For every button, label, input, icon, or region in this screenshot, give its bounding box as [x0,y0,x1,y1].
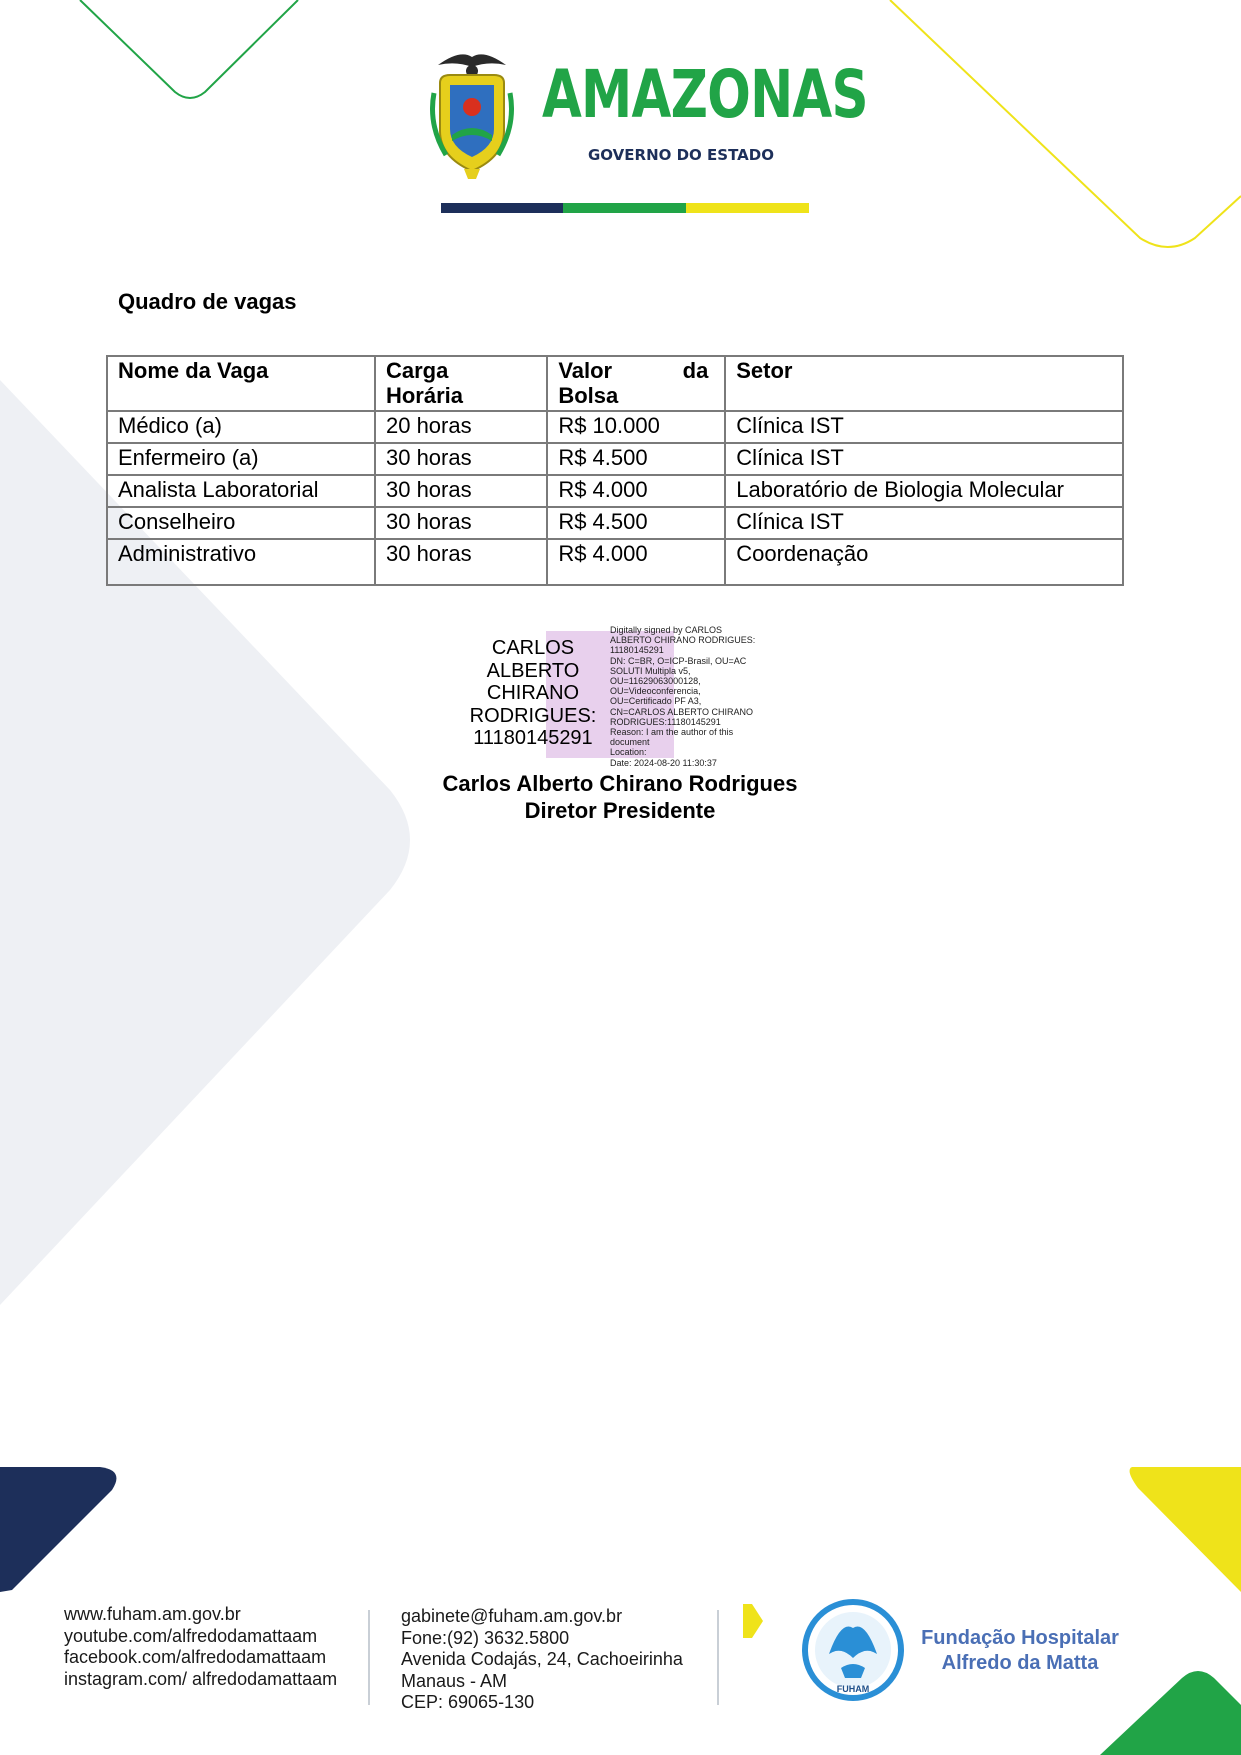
org-name-line1: Fundação Hospitalar [921,1627,1119,1649]
table-row [107,539,1123,585]
cell-name: Conselheiro [107,507,375,539]
footer-divider [717,1610,719,1705]
phone-text: Fone:(92) 3632.5800 [401,1627,570,1648]
facebook-link[interactable]: facebook.com/alfredodamattaam [64,1647,327,1667]
signer-title: Diretor Presidente [524,798,716,823]
org-name-line2: Alfredo da Matta [941,1652,1099,1674]
table-row [107,507,1123,539]
header-value: Valor da Bolsa [547,356,725,411]
cell-name: Médico (a) [107,411,375,443]
sig-line: RODRIGUES: [469,704,597,727]
footer-yellow-arrow [743,1604,763,1638]
cell-value: R$ 4.000 [547,539,725,585]
header-name: Nome da Vaga [107,356,375,411]
bottom-left-navy-shape [0,1467,116,1592]
sig-detail-line: DN: C=BR, O=ICP-Brasil, OU=AC [610,655,747,666]
header-bar-navy [441,203,563,213]
bottom-right-yellow-shape [1130,1467,1241,1592]
header-sector: Setor [725,356,1123,411]
brand-wordmark: AMAZONAS [542,56,868,133]
cell-sector: Laboratório de Biologia Molecular [725,475,1123,507]
cell-sector: Clínica IST [725,411,1123,443]
footer-links [64,1604,337,1690]
table-row [107,411,1123,443]
cell-sector: Coordenação [725,539,1123,585]
signature-name-stack [466,637,600,750]
header-bar-yellow [686,203,809,213]
cell-sector: Clínica IST [725,507,1123,539]
bottom-right-green-triangle [1100,1671,1241,1755]
footer-contact [401,1606,683,1714]
sig-line: CARLOS [491,637,575,659]
city-text: Manaus - AM [401,1670,508,1691]
signer-name: Carlos Alberto Chirano Rodrigues [442,771,798,796]
sig-line: 11180145291 [473,727,593,749]
address-text: Avenida Codajás, 24, Cachoeirinha [401,1649,683,1669]
sig-detail-line: 11180145291 [610,645,664,656]
cell-sector: Clínica IST [725,443,1123,475]
header-hours: Carga Horária [375,356,547,411]
vacancies-table [106,355,1124,586]
header-bar-green [563,203,686,213]
footer-divider [368,1610,370,1705]
cell-hours: 30 horas [375,443,547,475]
sig-line: CHIRANO [486,682,580,704]
table-header-row [107,356,1123,411]
fuham-seal-text: FUHAM [836,1684,870,1694]
cell-value: R$ 10.000 [547,411,725,443]
sig-detail-line: ALBERTO CHIRANO RODRIGUES: [610,635,756,646]
sig-detail-line: Reason: I am the author of this [610,727,734,738]
sig-detail-line: OU=11629063000128, [610,676,701,687]
top-left-green-chevron [80,0,298,98]
cell-name: Enfermeiro (a) [107,443,375,475]
instagram-link[interactable]: instagram.com/ alfredodamattaam [64,1668,338,1689]
sig-detail-line: document [610,737,650,748]
signature-details [610,625,770,768]
cell-name: Analista Laboratorial [107,475,375,507]
amazonas-coat-of-arms-icon [430,45,514,181]
fuham-seal-icon [801,1598,905,1702]
sig-detail-line: Date: 2024-08-20 11:30:37 [610,757,717,768]
cell-hours: 30 horas [375,507,547,539]
postal-code-text: CEP: 69065-130 [401,1692,535,1712]
cell-hours: 20 horas [375,411,547,443]
organization-name [900,1626,1140,1676]
sig-detail-line: OU=Videoconferencia, [610,686,701,697]
sig-detail-line: RODRIGUES:11180145291 [610,716,721,727]
sig-detail-line: CN=CARLOS ALBERTO CHIRANO [610,706,753,717]
brand-subtitle: GOVERNO DO ESTADO [588,146,774,164]
sig-detail-line: Location: [610,747,647,758]
cell-value: R$ 4.500 [547,443,725,475]
section-title: Quadro de vagas [118,289,297,314]
sig-line: ALBERTO [486,659,580,682]
table-row [107,443,1123,475]
table-row [107,475,1123,507]
cell-name: Administrativo [107,539,375,585]
cell-value: R$ 4.500 [547,507,725,539]
website-link[interactable]: www.fuham.am.gov.br [64,1604,241,1624]
signer-block [300,770,940,824]
sig-detail-line: SOLUTI Multipla v5, [610,665,691,676]
cell-hours: 30 horas [375,475,547,507]
top-right-yellow-chevron [890,0,1241,247]
sig-detail-line: Digitally signed by CARLOS [610,625,723,635]
sig-detail-line: OU=Certificado PF A3, [610,696,702,707]
email-link[interactable]: gabinete@fuham.am.gov.br [401,1606,623,1626]
youtube-link[interactable]: youtube.com/alfredodamattaam [64,1625,318,1646]
cell-hours: 30 horas [375,539,547,585]
cell-value: R$ 4.000 [547,475,725,507]
